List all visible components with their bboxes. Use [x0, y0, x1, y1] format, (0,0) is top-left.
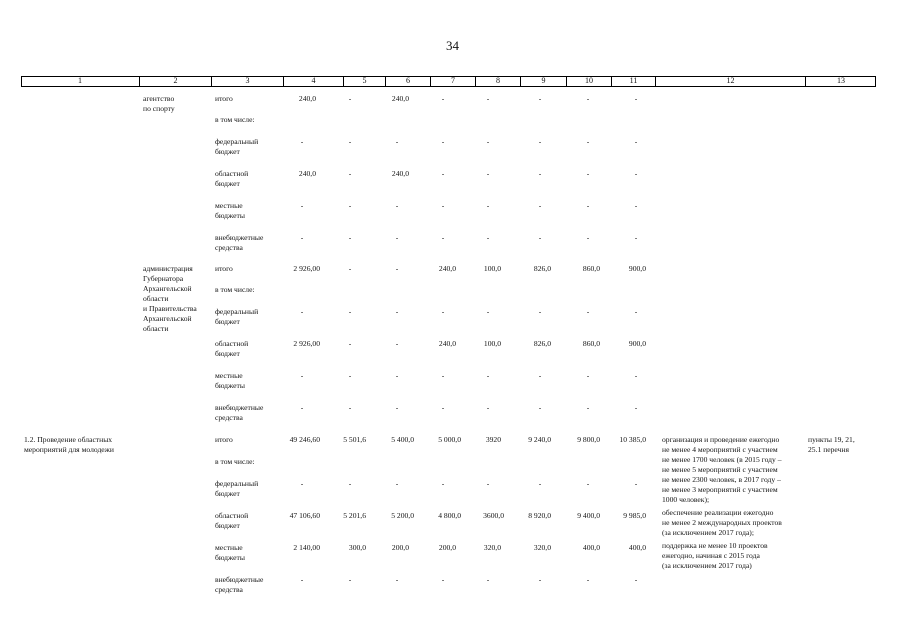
cell-value: -	[395, 339, 399, 348]
cell-value: -	[486, 371, 490, 380]
cell-value: -	[395, 575, 399, 584]
cell-value: 9 800,0	[577, 435, 600, 444]
row-label-v-tom-chisle: в том числе:	[215, 115, 255, 124]
executor-agency-line2: по спорту	[143, 104, 175, 113]
row-label-vneb: внебюджетные	[215, 403, 264, 412]
cell-value: -	[538, 233, 542, 242]
cell-value: -	[538, 403, 542, 412]
cell-value: -	[395, 307, 399, 316]
cell-value: 320,0	[533, 543, 551, 552]
header-col-11: 11	[611, 76, 655, 87]
col12-text-line: не менее 3 мероприятий с участием	[662, 485, 778, 494]
cell-value: 240,0	[298, 169, 316, 178]
cell-value: 900,0	[628, 339, 646, 348]
cell-value: -	[348, 371, 352, 380]
cell-value: -	[348, 264, 352, 273]
cell-value: 10 385,0	[619, 435, 646, 444]
cell-value: -	[538, 94, 542, 103]
header-col-6: 6	[385, 76, 430, 87]
cell-value: -	[586, 201, 590, 210]
cell-value: -	[395, 371, 399, 380]
col13-text-line: 25.1 перечня	[808, 445, 849, 454]
col12-text-line: не менее 4 мероприятий с участием	[662, 445, 778, 454]
row-label-obl: областной	[215, 511, 249, 520]
cell-value: 5 400,0	[391, 435, 414, 444]
cell-value: -	[441, 233, 445, 242]
cell-value: 240,0	[438, 264, 456, 273]
row-label-mest: местные	[215, 371, 243, 380]
executor-admin-line: области	[143, 324, 169, 333]
cell-value: -	[486, 169, 490, 178]
header-col-12: 12	[655, 76, 805, 87]
cell-value: 400,0	[582, 543, 600, 552]
cell-value: -	[634, 94, 638, 103]
activity-title-line2: мероприятий для молодежи	[24, 445, 114, 454]
row-label-obl: бюджет	[215, 521, 240, 530]
cell-value: -	[634, 403, 638, 412]
col12-text-line: организация и проведение ежегодно	[662, 435, 780, 444]
row-label-mest: местные	[215, 201, 243, 210]
cell-value: 400,0	[628, 543, 646, 552]
cell-value: -	[441, 94, 445, 103]
row-label-obl: областной	[215, 169, 249, 178]
cell-value: -	[348, 479, 352, 488]
cell-value: -	[634, 137, 638, 146]
cell-value: -	[441, 169, 445, 178]
cell-value: 4 800,0	[438, 511, 461, 520]
cell-value: -	[300, 403, 304, 412]
activity-title-line1: 1.2. Проведение областных	[24, 435, 113, 444]
cell-value: -	[586, 575, 590, 584]
row-label-fed: бюджет	[215, 317, 240, 326]
col12-text-line: (за исключением 2017 года)	[662, 561, 752, 570]
cell-value: 9 240,0	[528, 435, 551, 444]
cell-value: -	[486, 403, 490, 412]
cell-value: -	[634, 201, 638, 210]
row-label-v-tom-chisle: в том числе:	[215, 457, 255, 466]
row-label-fed: федеральный	[215, 479, 259, 488]
col12-text-line: поддержка не менее 10 проектов	[662, 541, 768, 550]
cell-value: -	[586, 137, 590, 146]
col12-text-line: не менее 2300 человек, в 2017 году –	[662, 475, 781, 484]
cell-value: -	[300, 201, 304, 210]
header-col-3: 3	[211, 76, 283, 87]
row-label-vneb: внебюджетные	[215, 575, 264, 584]
cell-value: 2 140,00	[293, 543, 320, 552]
page-number: 34	[446, 38, 459, 53]
cell-value: -	[586, 94, 590, 103]
header-col-5: 5	[343, 76, 385, 87]
cell-value: -	[634, 371, 638, 380]
cell-value: -	[586, 403, 590, 412]
cell-value: -	[586, 233, 590, 242]
row-label-itogo: итого	[215, 435, 233, 444]
cell-value: -	[441, 403, 445, 412]
header-col-10: 10	[566, 76, 611, 87]
cell-value: -	[300, 307, 304, 316]
cell-value: 300,0	[348, 543, 366, 552]
cell-value: -	[486, 233, 490, 242]
cell-value: -	[300, 575, 304, 584]
cell-value: 49 246,60	[289, 435, 320, 444]
cell-value: 100,0	[483, 339, 501, 348]
cell-value: 860,0	[582, 339, 600, 348]
cell-value: 3600,0	[483, 511, 504, 520]
header-col-7: 7	[430, 76, 475, 87]
cell-value: -	[586, 169, 590, 178]
row-label-obl: бюджет	[215, 179, 240, 188]
col12-text-line: 1000 человек);	[662, 495, 710, 504]
cell-value: -	[486, 307, 490, 316]
header-col-2: 2	[139, 76, 211, 87]
cell-value: -	[538, 169, 542, 178]
cell-value: -	[486, 479, 490, 488]
header-col-13: 13	[805, 76, 876, 87]
cell-value: -	[441, 479, 445, 488]
cell-value: 5 000,0	[438, 435, 461, 444]
cell-value: -	[634, 169, 638, 178]
cell-value: -	[348, 307, 352, 316]
row-label-vneb: средства	[215, 413, 243, 422]
row-label-vneb: средства	[215, 243, 243, 252]
cell-value: -	[300, 479, 304, 488]
col12-text-line: не менее 1700 человек (в 2015 году –	[662, 455, 782, 464]
cell-value: -	[634, 233, 638, 242]
executor-admin-line: Губернатора	[143, 274, 184, 283]
cell-value: -	[348, 233, 352, 242]
row-label-obl: бюджет	[215, 349, 240, 358]
row-label-mest: бюджеты	[215, 553, 245, 562]
cell-value: 5 201,6	[343, 511, 366, 520]
header-col-9: 9	[520, 76, 566, 87]
cell-value: -	[538, 575, 542, 584]
cell-value: -	[634, 575, 638, 584]
cell-value: 240,0	[391, 94, 409, 103]
cell-value: -	[300, 371, 304, 380]
col12-text-line: (за исключением 2017 года);	[662, 528, 754, 537]
col13-text-line: пункты 19, 21,	[808, 435, 855, 444]
header-col-4: 4	[283, 76, 343, 87]
cell-value: -	[348, 94, 352, 103]
cell-value: 240,0	[391, 169, 409, 178]
cell-value: -	[348, 403, 352, 412]
cell-value: -	[441, 137, 445, 146]
cell-value: 5 501,6	[343, 435, 366, 444]
row-label-vneb: внебюджетные	[215, 233, 264, 242]
cell-value: -	[348, 169, 352, 178]
cell-value: 8 920,0	[528, 511, 551, 520]
row-label-fed: бюджет	[215, 147, 240, 156]
cell-value: 860,0	[582, 264, 600, 273]
row-label-v-tom-chisle: в том числе:	[215, 285, 255, 294]
executor-admin-line: и Правительства	[143, 304, 197, 313]
executor-admin-line: администрация	[143, 264, 193, 273]
cell-value: 47 106,60	[289, 511, 320, 520]
cell-value: -	[441, 201, 445, 210]
cell-value: 3920	[485, 435, 501, 444]
cell-value: -	[634, 307, 638, 316]
cell-value: -	[348, 137, 352, 146]
cell-value: 320,0	[483, 543, 501, 552]
cell-value: -	[634, 479, 638, 488]
cell-value: 9 400,0	[577, 511, 600, 520]
cell-value: -	[538, 371, 542, 380]
cell-value: 2 926,00	[293, 264, 320, 273]
row-label-fed: бюджет	[215, 489, 240, 498]
row-label-fed: федеральный	[215, 307, 259, 316]
header-col-8: 8	[475, 76, 520, 87]
executor-admin-line: Архангельской	[143, 284, 192, 293]
cell-value: -	[538, 307, 542, 316]
col12-text-line: не менее 2 международных проектов	[662, 518, 782, 527]
cell-value: -	[395, 201, 399, 210]
cell-value: -	[486, 575, 490, 584]
cell-value: -	[586, 307, 590, 316]
cell-value: -	[348, 201, 352, 210]
cell-value: -	[586, 371, 590, 380]
cell-value: -	[441, 307, 445, 316]
cell-value: 2 926,00	[293, 339, 320, 348]
row-label-vneb: средства	[215, 585, 243, 594]
executor-admin-line: Архангельской	[143, 314, 192, 323]
row-label-itogo: итого	[215, 264, 233, 273]
cell-value: -	[538, 201, 542, 210]
cell-value: 826,0	[533, 264, 551, 273]
cell-value: 240,0	[298, 94, 316, 103]
table-header-row	[21, 76, 876, 87]
row-label-obl: областной	[215, 339, 249, 348]
cell-value: -	[538, 479, 542, 488]
cell-value: 200,0	[438, 543, 456, 552]
row-label-mest: бюджеты	[215, 381, 245, 390]
cell-value: -	[486, 137, 490, 146]
cell-value: -	[300, 137, 304, 146]
row-label-mest: местные	[215, 543, 243, 552]
col12-text-line: обеспечение реализации ежегодно	[662, 508, 774, 517]
cell-value: 240,0	[438, 339, 456, 348]
row-label-itogo: итого	[215, 94, 233, 103]
executor-admin-line: области	[143, 294, 169, 303]
cell-value: -	[395, 233, 399, 242]
cell-value: -	[395, 479, 399, 488]
cell-value: -	[441, 371, 445, 380]
row-label-fed: федеральный	[215, 137, 259, 146]
cell-value: 900,0	[628, 264, 646, 273]
cell-value: 826,0	[533, 339, 551, 348]
cell-value: -	[486, 94, 490, 103]
cell-value: -	[348, 339, 352, 348]
cell-value: -	[348, 575, 352, 584]
header-col-1: 1	[78, 76, 82, 85]
cell-value: -	[538, 137, 542, 146]
cell-value: -	[586, 479, 590, 488]
cell-value: -	[441, 575, 445, 584]
col12-text-line: не менее 5 мероприятий с участием	[662, 465, 778, 474]
cell-value: -	[486, 201, 490, 210]
cell-value: -	[395, 264, 399, 273]
executor-agency-line1: агентство	[143, 94, 175, 103]
cell-value: 100,0	[483, 264, 501, 273]
cell-value: -	[395, 137, 399, 146]
cell-value: -	[395, 403, 399, 412]
cell-value: 9 985,0	[623, 511, 646, 520]
cell-value: 5 200,0	[391, 511, 414, 520]
cell-value: -	[300, 233, 304, 242]
col12-text-line: ежегодно, начиная с 2015 года	[662, 551, 760, 560]
cell-value: 200,0	[391, 543, 409, 552]
row-label-mest: бюджеты	[215, 211, 245, 220]
